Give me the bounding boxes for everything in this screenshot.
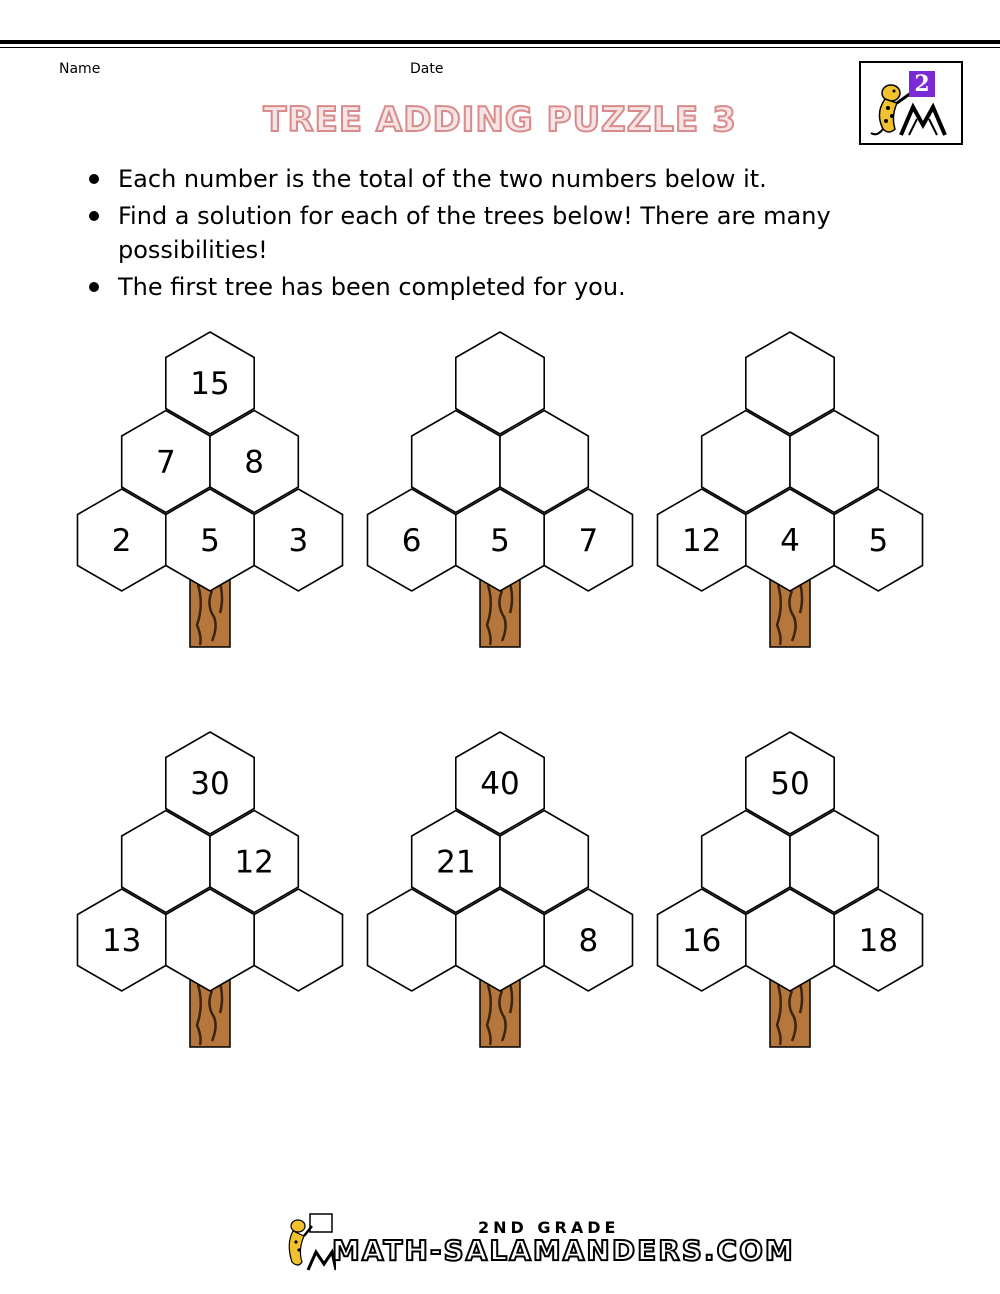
grade-badge: 2 <box>909 71 935 97</box>
footer-grade: 2ND GRADE <box>478 1218 620 1237</box>
tree-puzzle <box>78 732 343 1047</box>
footer-site: MATH-SALAMANDERS.COM <box>332 1234 795 1267</box>
instruction-item: The first tree has been completed for you. <box>118 270 878 304</box>
hex-value: 7 <box>155 444 176 481</box>
hex-value: 6 <box>401 523 422 559</box>
hex-value: 8 <box>578 923 599 959</box>
hex-value: 7 <box>578 523 599 559</box>
footer-salamander-icon <box>280 1212 336 1272</box>
hex-value: 12 <box>234 844 274 881</box>
tree-puzzle <box>368 732 633 1047</box>
name-label: Name <box>59 61 101 77</box>
hex-value: 50 <box>770 766 810 802</box>
hex-value: 18 <box>858 923 899 959</box>
hex-value: 13 <box>101 923 142 959</box>
hex-value: 40 <box>480 766 520 802</box>
hex-value: 21 <box>436 844 476 881</box>
hex-value: 3 <box>288 523 309 559</box>
instruction-item: Find a solution for each of the trees below! There are many possibilities! <box>118 199 878 267</box>
tree-puzzle <box>368 332 633 647</box>
hex-value: 4 <box>780 523 800 559</box>
hex-value: 15 <box>190 366 230 402</box>
hex-value: 8 <box>244 444 265 481</box>
hex-value: 5 <box>200 523 220 559</box>
instruction-item: Each number is the total of the two numbers below it. <box>118 162 878 196</box>
hex-value: 30 <box>190 766 230 802</box>
tree-puzzle <box>78 332 343 647</box>
page-title: TREE ADDING PUZZLE 3 <box>263 100 737 140</box>
hex-value: 5 <box>490 523 510 559</box>
hex-value: 5 <box>868 523 889 559</box>
date-label: Date <box>410 61 444 77</box>
tree-puzzle <box>658 332 923 647</box>
hex-value: 2 <box>111 523 132 559</box>
hex-value: 16 <box>681 923 722 959</box>
tree-puzzle <box>658 732 923 1047</box>
hex-value: 12 <box>681 523 722 559</box>
